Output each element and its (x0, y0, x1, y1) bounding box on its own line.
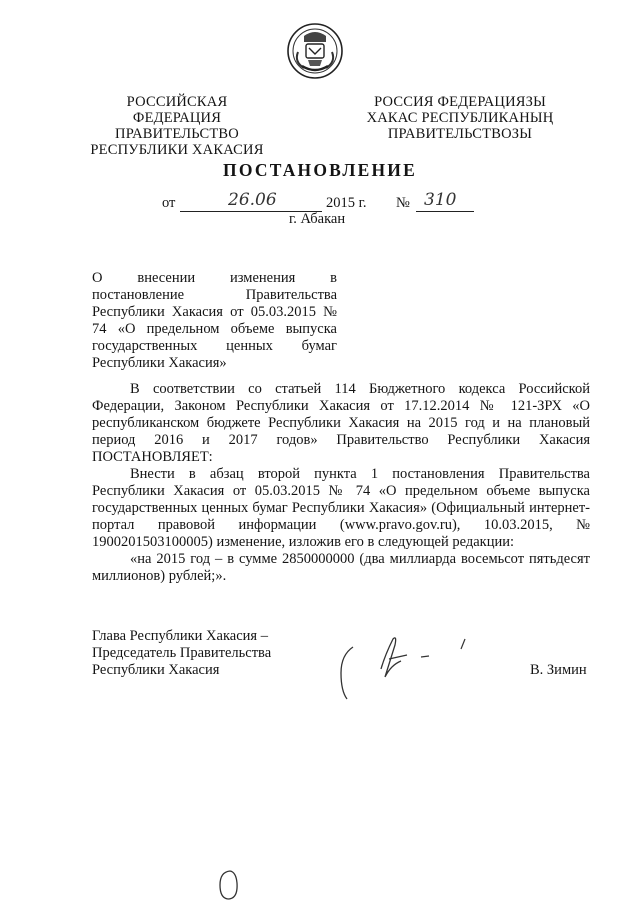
body-paragraph-3: «на 2015 год – в сумме 2850000000 (два миллиарда восемьсот пятьдесят миллионов) рублей;». (92, 551, 590, 584)
date-prefix: от (162, 195, 176, 211)
signature-position (92, 628, 312, 679)
body-text (92, 381, 590, 585)
header-left-line-1: РОССИЙСКАЯ ФЕДЕРАЦИЯ (126, 94, 228, 126)
signature-position-line-1: Глава Республики Хакасия – (92, 628, 268, 644)
signatory-name: В. Зимин (530, 662, 587, 678)
header-left-line-2: ПРАВИТЕЛЬСТВО (115, 126, 239, 142)
header-right-line-3: ПРАВИТЕЛЬСТВОЗЫ (387, 126, 533, 142)
date-year: 2015 г. (326, 195, 367, 211)
header-left-line-3: РЕСПУБЛИКИ ХАКАСИЯ (90, 142, 264, 158)
signature-position-line-3: Республики Хакасия (92, 662, 220, 678)
city-label: г. Абакан (289, 211, 346, 227)
header-right (362, 94, 558, 142)
subject-text: О внесении изменения в постановление Правительства Республики Хакасия от 05.03.2015 № 74 «О предельном объеме выпуска государственных ценных бумаг Республики Хакасия» (92, 270, 337, 371)
date-handwritten: 26.06 (228, 190, 277, 210)
signature-position-line-2: Председатель Правительства (92, 645, 272, 661)
number-sign: № (396, 195, 410, 211)
handwritten-signature (325, 625, 485, 715)
document-title: ПОСТАНОВЛЕНИЕ (223, 160, 417, 180)
header-left (82, 94, 272, 158)
body-paragraph-1: В соответствии со статьей 114 Бюджетного кодекса Российской Федерации, Законом Республики Хакасия от 17.12.2014 № 121-ЗРХ «О республиканском бюджете Республики Хакасия на 2015 год и на плановый период 2016 и 2017 годов» Правительство Республики Хакасия ПОСТАНОВЛЯЕТ: (92, 381, 590, 465)
number-handwritten: 310 (424, 190, 457, 210)
handwritten-page-mark (216, 868, 242, 902)
body-paragraph-2: Внести в абзац второй пункта 1 постановления Правительства Республики Хакасия от 05.03.2015 № 74 «О предельном объеме выпуска государственных ценных бумаг Республики Хакасия» (Официальный интернет-портал правовой информации (www.pravo.gov.ru), 10.03.2015, № 1900201503100005) изменение, изложив его в следующей редакции: (92, 466, 590, 550)
header-right-line-1: РОССИЯ ФЕДЕРАЦИЯЗЫ (374, 94, 546, 110)
coat-of-arms-emblem (286, 22, 344, 80)
header-right-line-2: ХАКАС РЕСПУБЛИКАНЫҢ (366, 110, 554, 126)
